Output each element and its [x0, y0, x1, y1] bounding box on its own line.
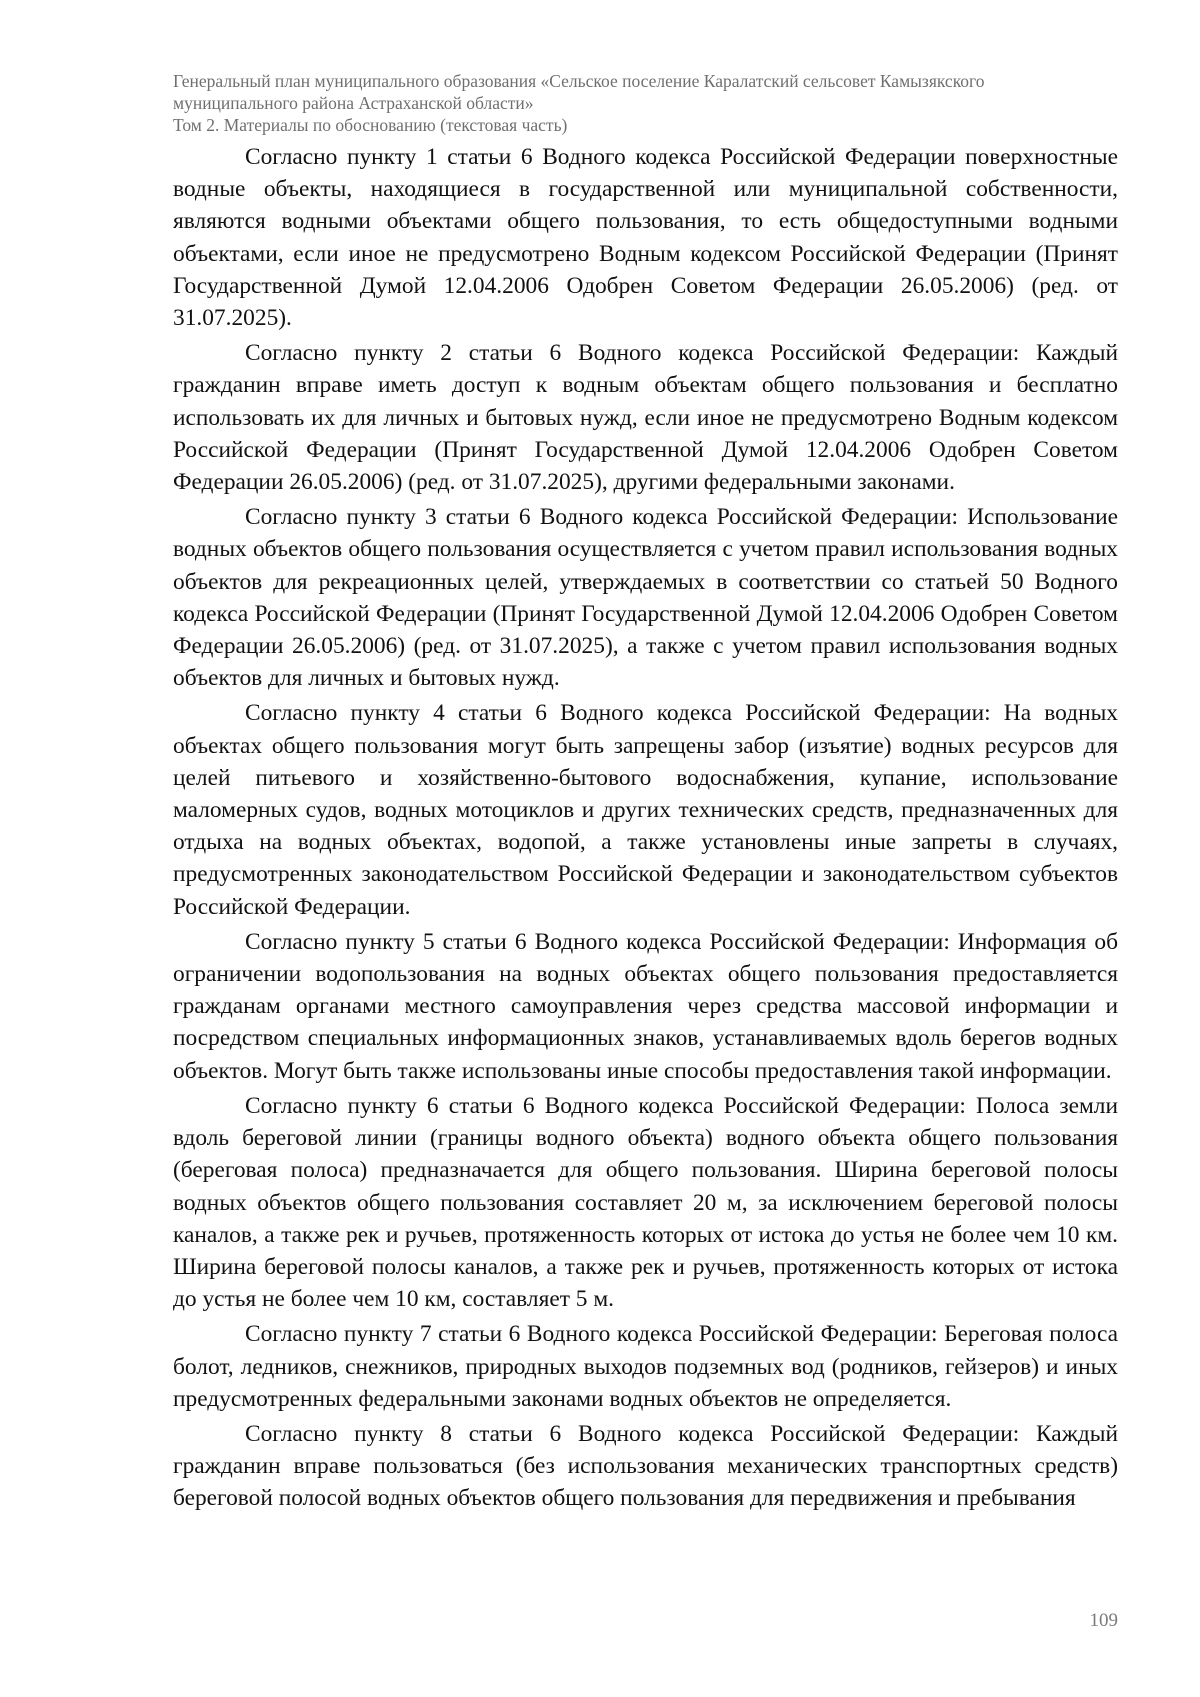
paragraph-2: Согласно пункту 2 статьи 6 Водного кодекса Российской Федерации: Каждый гражданин вправе иметь доступ к водным объектам общего пользования и бесплатно использовать их для личных и бытовых нужд, если иное не предусмотрено Водным кодексом Российской Федерации (Принят Государственной Думой 12.04.2006 Одобрен Советом Федерации 26.05.2006) (ред. от 31.07.2025), другими федеральными законами.: [173, 340, 1118, 496]
page-number: 109: [1089, 1610, 1118, 1631]
paragraph-5: Согласно пункту 5 статьи 6 Водного кодекса Российской Федерации: Информация об ограничении водопользования на водных объектах общего пользования предоставляется гражданам органами местного самоуправления через средства массовой информации и посредством специальных информационных знаков, устанавливаемых вдоль берегов водных объектов. Могут быть также использованы иные способы предоставления такой информации.: [173, 928, 1118, 1084]
paragraph-8: Согласно пункту 8 статьи 6 Водного кодекса Российской Федерации: Каждый гражданин вправе пользоваться (без использования механических транспортных средств) береговой полосой водных объектов общего пользования для передвижения и пребывания: [173, 1420, 1118, 1512]
paragraph-6: Согласно пункту 6 статьи 6 Водного кодекса Российской Федерации: Полоса земли вдоль береговой линии (границы водного объекта) водного объекта общего пользования (береговая полоса) предназначается для общего пользования. Ширина береговой полосы водных объектов общего пользования составляет 20 м, за исключением береговой полосы каналов, а также рек и ручьев, протяженность которых от истока до устья не более чем 10 км. Ширина береговой полосы каналов, а также рек и ручьев, протяженность которых от истока до устья не более чем 10 км, составляет 5 м.: [173, 1092, 1118, 1313]
paragraph-7: Согласно пункту 7 статьи 6 Водного кодекса Российской Федерации: Береговая полоса болот, ледников, снежников, природных выходов подземных вод (родников, гейзеров) и иных предусмотренных федеральными законами водных объектов не определяется.: [173, 1321, 1118, 1412]
paragraph-3: Согласно пункту 3 статьи 6 Водного кодекса Российской Федерации: Использование водных объектов общего пользования осуществляется с учетом правил использования водных объектов для рекреационных целей, утверждаемых в соответствии со статьей 50 Водного кодекса Российской Федерации (Принят Государственной Думой 12.04.2006 Одобрен Советом Федерации 26.05.2006) (ред. от 31.07.2025), а также с учетом правил использования водных объектов для личных и бытовых нужд.: [173, 504, 1118, 692]
running-header: [173, 70, 1133, 136]
paragraph-4: Согласно пункту 4 статьи 6 Водного кодекса Российской Федерации: На водных объектах общего пользования могут быть запрещены забор (изъятие) водных ресурсов для целей питьевого и хозяйственно-бытового водоснабжения, купание, использование маломерных судов, водных мотоциклов и других технических средств, предназначенных для отдыха на водных объектах, водопой, а также установлены иные запреты в случаях, предусмотренных законодательством Российской Федерации и законодательством субъектов Российской Федерации.: [173, 700, 1118, 920]
header-line-1: Генеральный план муниципального образования «Сельское поселение Каралатский сельсовет Камызякского: [173, 71, 985, 91]
body-text: [173, 141, 1118, 1518]
paragraph-1: Согласно пункту 1 статьи 6 Водного кодекса Российской Федерации поверхностные водные объекты, находящиеся в государственной или муниципальной собственности, являются водными объектами общего пользования, то есть общедоступными водными объектами, если иное не предусмотрено Водным кодексом Российской Федерации (Принят Государственной Думой 12.04.2006 Одобрен Советом Федерации 26.05.2006) (ред. от 31.07.2025).: [173, 144, 1118, 332]
header-line-2: муниципального района Астраханской области»: [173, 93, 534, 113]
header-line-3: Том 2. Материалы по обоснованию (текстовая часть): [173, 115, 568, 135]
